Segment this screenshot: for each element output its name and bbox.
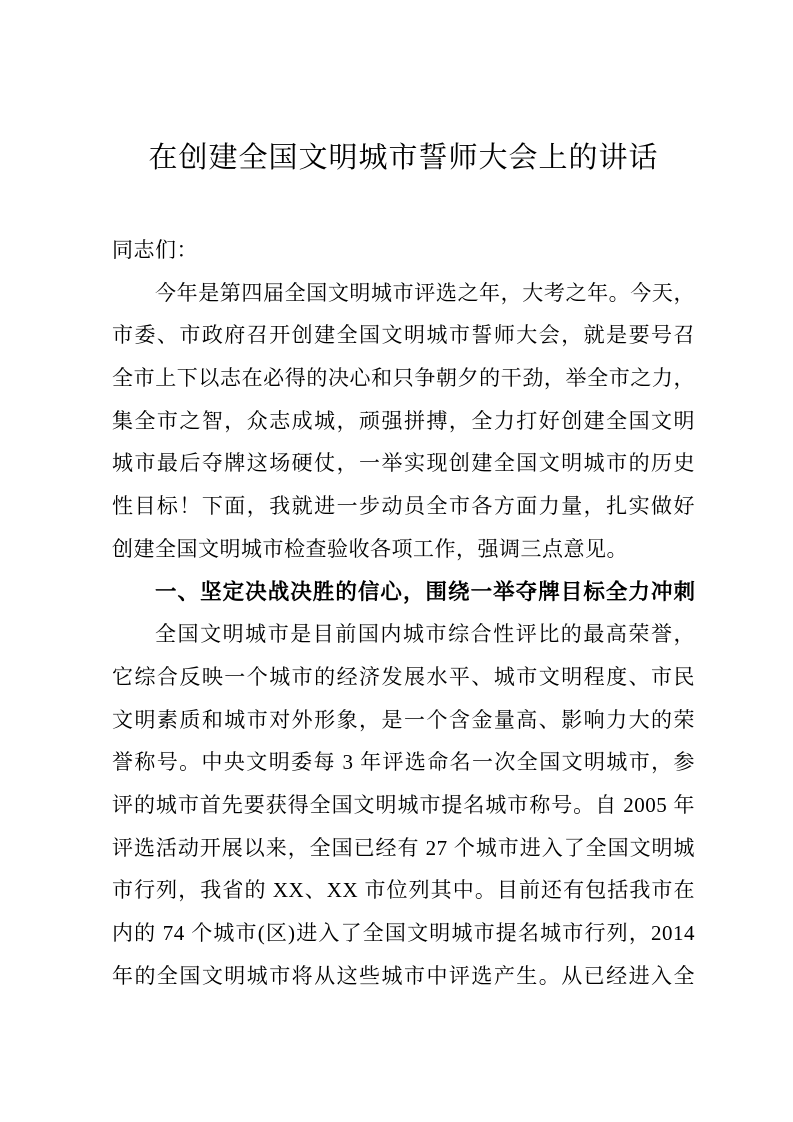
section-heading: 一、坚定决战决胜的信心，围绕一举夺牌目标全力冲刺: [155, 579, 695, 604]
text-line: 市委、市政府召开创建全国文明城市誓师大会，就是要号召: [112, 323, 695, 348]
text-line: 评的城市首先要获得全国文明城市提名城市称号。自 2005 年: [112, 792, 695, 817]
text-line: 全市上下以志在必得的决心和只争朝夕的干劲，举全市之力，: [112, 366, 695, 391]
document-body: [112, 229, 695, 997]
text-line: 年的全国文明城市将从这些城市中评选产生。从已经进入全: [112, 963, 695, 988]
text-line: 市行列，我省的 XX、XX 市位列其中。目前还有包括我市在: [112, 878, 695, 903]
text-line: 集全市之智，众志成城，顽强拼搏，全力打好创建全国文明: [112, 408, 695, 433]
text-line: 评选活动开展以来，全国已经有 27 个城市进入了全国文明城: [112, 835, 695, 860]
text-line: 今年是第四届全国文明城市评选之年，大考之年。今天，: [155, 280, 695, 305]
document-title: 在创建全国文明城市誓师大会上的讲话: [148, 142, 659, 174]
text-line: 性目标！下面，我就进一步动员全市各方面力量，扎实做好: [112, 494, 695, 519]
text-line: 创建全国文明城市检查验收各项工作，强调三点意见。: [112, 536, 628, 561]
text-line: 城市最后夺牌这场硬仗，一举实现创建全国文明城市的历史: [112, 451, 695, 476]
text-line: 誉称号。中央文明委每 3 年评选命名一次全国文明城市，参: [112, 750, 695, 775]
text-line: 内的 74 个城市(区)进入了全国文明城市提名城市行列，2014: [112, 921, 695, 945]
text-line: 文明素质和城市对外形象，是一个含金量高、影响力大的荣: [112, 707, 695, 732]
text-line: 它综合反映一个城市的经济发展水平、城市文明程度、市民: [112, 664, 695, 689]
greeting-line: 同志们：: [112, 238, 198, 262]
text-line: 全国文明城市是目前国内城市综合性评比的最高荣誉，: [155, 622, 695, 647]
